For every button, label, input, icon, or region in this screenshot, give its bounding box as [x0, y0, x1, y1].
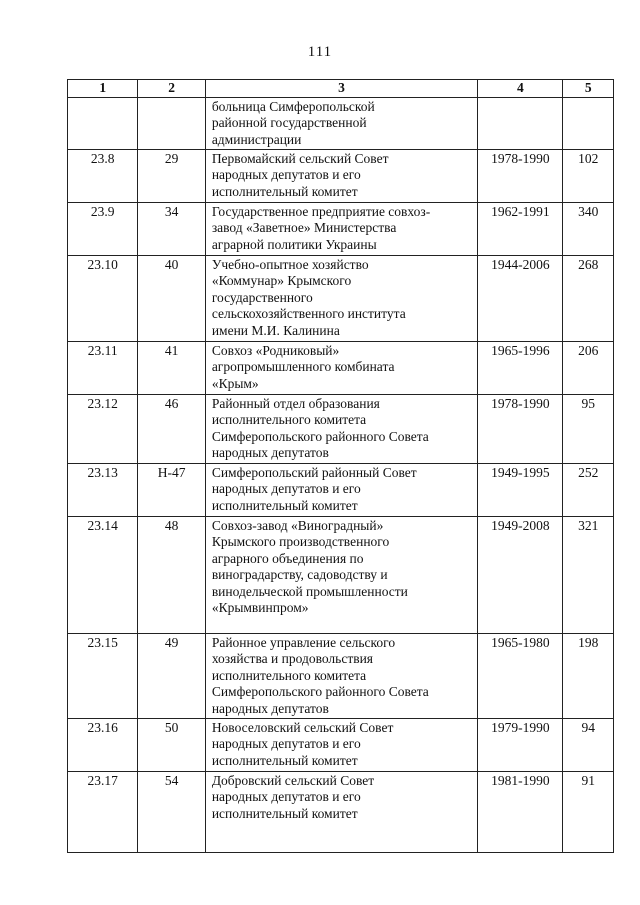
fund-name-cell	[205, 394, 477, 463]
fund-name-line: народных депутатов и его	[211, 167, 361, 182]
table-row	[68, 463, 614, 516]
table-row	[68, 771, 614, 852]
fund-name-line: исполнительный комитет	[211, 183, 358, 199]
file-count-cell: 95	[563, 394, 614, 463]
fund-name-line: Совхоз «Родниковый»	[211, 342, 340, 358]
table-row	[68, 341, 614, 394]
date-range-cell: 1944-2006	[478, 255, 563, 341]
date-range-cell: 1965-1996	[478, 341, 563, 394]
fund-number-cell	[138, 97, 205, 149]
fund-name-line: Государственное предприятие совхоз-	[211, 203, 431, 219]
column-header-2: 2	[138, 80, 205, 98]
fund-name-line: завод «Заветное» Министерства	[211, 220, 397, 235]
row-number-cell: 23.16	[68, 718, 138, 771]
archive-fund-table	[67, 79, 614, 853]
fund-name-line: государственного	[211, 289, 313, 305]
table-row	[68, 97, 614, 149]
row-number-cell	[68, 97, 138, 149]
fund-name-cell	[205, 255, 477, 341]
fund-name-line: народных депутатов и его	[211, 736, 361, 751]
column-header-5: 5	[563, 80, 614, 98]
fund-name-line: Районное управление сельского	[211, 634, 396, 650]
fund-number-cell: 54	[138, 771, 205, 852]
table-row	[68, 202, 614, 255]
fund-name-line: «Крым»	[211, 375, 259, 391]
row-number-cell: 23.15	[68, 633, 138, 718]
fund-name-line: «Коммунар» Крымского	[211, 273, 352, 288]
fund-name-line: Симферопольского районного Совета	[211, 428, 429, 444]
table-row	[68, 718, 614, 771]
fund-name-line: агропромышленного комбината	[211, 359, 395, 374]
fund-name-line: народных депутатов и его	[211, 789, 361, 804]
fund-name-line: хозяйства и продовольствия	[211, 651, 374, 666]
row-number-cell: 23.12	[68, 394, 138, 463]
fund-name-line: народных депутатов	[211, 445, 329, 460]
date-range-cell	[478, 97, 563, 149]
file-count-cell: 94	[563, 718, 614, 771]
page-number: 111	[307, 44, 333, 60]
date-range-cell: 1949-1995	[478, 463, 563, 516]
date-range-cell: 1965-1980	[478, 633, 563, 718]
fund-name-cell	[205, 718, 477, 771]
row-number-cell: 23.10	[68, 255, 138, 341]
fund-name-line: исполнительный комитет	[211, 752, 358, 768]
column-header-4: 4	[478, 80, 563, 98]
table-row	[68, 633, 614, 718]
fund-name-cell	[205, 97, 477, 149]
fund-name-line: районной государственной	[211, 115, 367, 130]
fund-name-line: исполнительный комитет	[211, 805, 358, 821]
fund-number-cell: 48	[138, 516, 205, 633]
row-number-cell: 23.9	[68, 202, 138, 255]
date-range-cell: 1978-1990	[478, 394, 563, 463]
fund-number-cell: 50	[138, 718, 205, 771]
table-header-row	[68, 80, 614, 98]
fund-name-line: аграрного объединения по	[211, 550, 364, 566]
date-range-cell: 1981-1990	[478, 771, 563, 852]
date-range-cell: 1978-1990	[478, 149, 563, 202]
fund-name-line: Симферопольский районный Совет	[211, 464, 417, 480]
fund-number-cell: 41	[138, 341, 205, 394]
fund-name-cell	[205, 341, 477, 394]
file-count-cell: 206	[563, 341, 614, 394]
fund-name-line: народных депутатов	[211, 700, 329, 716]
fund-name-line: больница Симферопольской	[211, 98, 375, 114]
fund-number-cell: Н-47	[138, 463, 205, 516]
date-range-cell: 1962-1991	[478, 202, 563, 255]
fund-name-line: винодельческой промышленности	[211, 583, 408, 599]
file-count-cell: 340	[563, 202, 614, 255]
fund-number-cell: 29	[138, 149, 205, 202]
date-range-cell: 1949-2008	[478, 516, 563, 633]
fund-name-cell	[205, 463, 477, 516]
fund-name-line: Добровский сельский Совет	[211, 772, 375, 788]
row-number-cell: 23.11	[68, 341, 138, 394]
fund-name-line: исполнительного комитета	[211, 412, 367, 427]
fund-name-line: виноградарству, садоводству и	[211, 567, 388, 582]
fund-number-cell: 34	[138, 202, 205, 255]
table-row	[68, 255, 614, 341]
file-count-cell: 321	[563, 516, 614, 633]
table-row	[68, 149, 614, 202]
fund-name-line: Первомайский сельский Совет	[211, 150, 389, 166]
fund-name-line: администрации	[211, 131, 302, 147]
file-count-cell: 102	[563, 149, 614, 202]
file-count-cell: 91	[563, 771, 614, 852]
fund-name-line: «Крымвинпром»	[211, 600, 309, 615]
file-count-cell: 252	[563, 463, 614, 516]
fund-name-cell	[205, 771, 477, 852]
fund-name-line: аграрной политики Украины	[211, 236, 377, 252]
fund-number-cell: 46	[138, 394, 205, 463]
fund-name-line: сельскохозяйственного института	[211, 306, 406, 321]
file-count-cell	[563, 97, 614, 149]
date-range-cell: 1979-1990	[478, 718, 563, 771]
fund-number-cell: 40	[138, 255, 205, 341]
row-number-cell: 23.8	[68, 149, 138, 202]
row-number-cell: 23.14	[68, 516, 138, 633]
fund-name-line: исполнительный комитет	[211, 497, 358, 513]
fund-name-line: народных депутатов и его	[211, 481, 361, 496]
table-body	[68, 97, 614, 852]
table-row	[68, 394, 614, 463]
file-count-cell: 268	[563, 255, 614, 341]
fund-name-cell	[205, 633, 477, 718]
fund-name-cell	[205, 202, 477, 255]
fund-name-line: Совхоз-завод «Виноградный»	[211, 517, 384, 533]
fund-name-line: Учебно-опытное хозяйство	[211, 256, 369, 272]
fund-name-line: имени М.И. Калинина	[211, 322, 340, 338]
row-number-cell: 23.17	[68, 771, 138, 852]
fund-name-cell	[205, 516, 477, 633]
fund-name-line: Симферопольского районного Совета	[211, 684, 429, 699]
fund-name-line: Районный отдел образования	[211, 395, 380, 411]
fund-name-line: Новоселовский сельский Совет	[211, 719, 394, 735]
fund-name-line: исполнительного комитета	[211, 667, 367, 683]
column-header-1: 1	[68, 80, 138, 98]
fund-name-line: Крымского производственного	[211, 534, 390, 549]
fund-name-cell	[205, 149, 477, 202]
table-row	[68, 516, 614, 633]
column-header-3: 3	[205, 80, 477, 98]
file-count-cell: 198	[563, 633, 614, 718]
fund-number-cell: 49	[138, 633, 205, 718]
row-number-cell: 23.13	[68, 463, 138, 516]
